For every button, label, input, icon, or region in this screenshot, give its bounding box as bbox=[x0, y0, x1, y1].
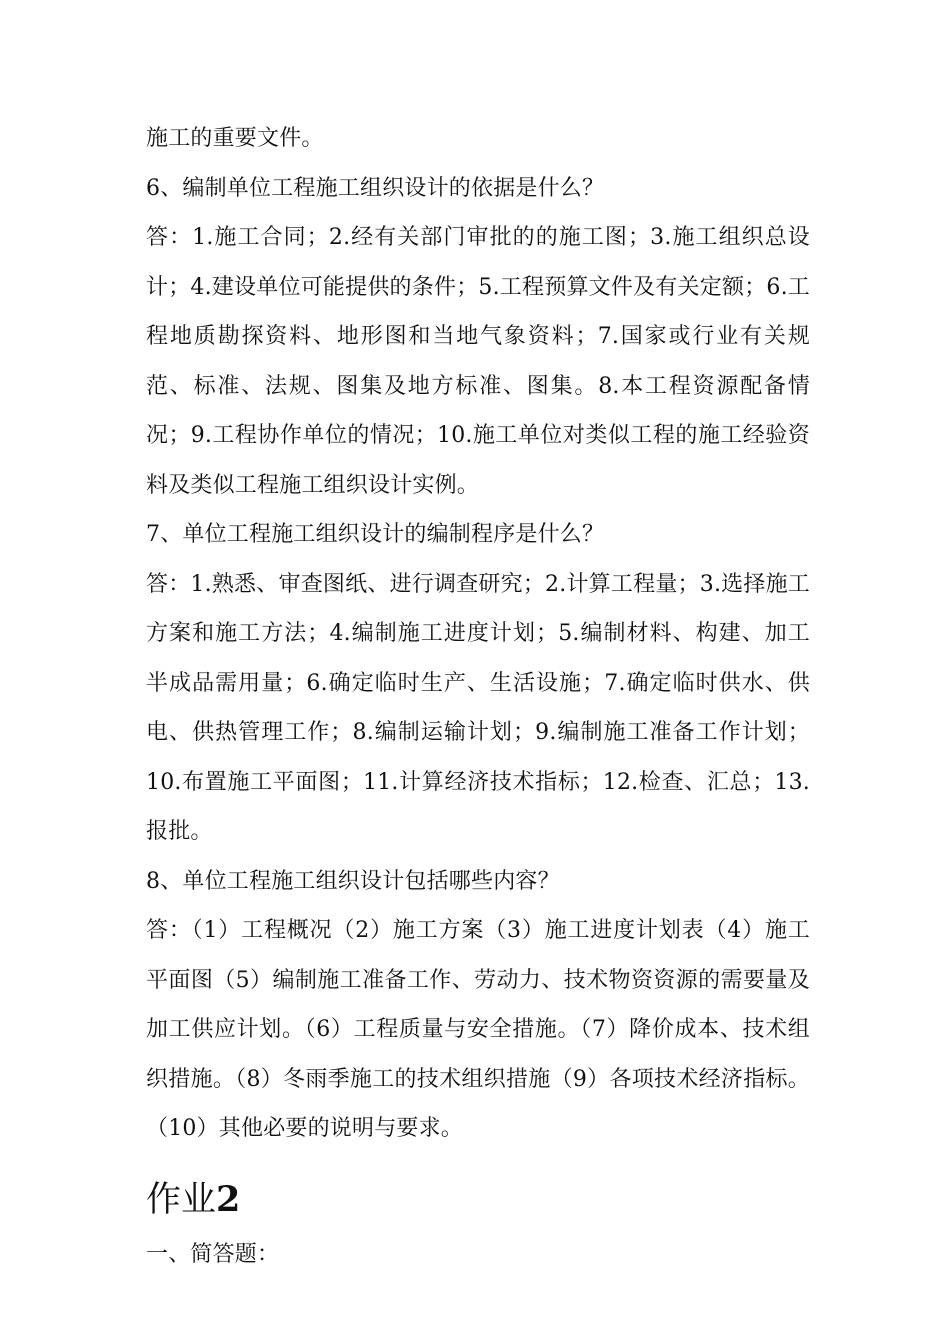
answer-8: 答：（1）工程概况（2）施工方案（3）施工进度计划表（4）施工平面图（5）编制施工准备工作、劳动力、技术物资资源的需要量及加工供应计划。（6）工程质量与安全措施。（7）降价成本、技术组织措施。（8）冬雨季施工的技术组织措施（9）各项技术经济指标。（10）其他必要的说明与要求。 bbox=[146, 918, 810, 1141]
section-heading bbox=[146, 1174, 810, 1226]
heading-number: 2 bbox=[216, 1178, 241, 1220]
subsection-title: 一、简答题： bbox=[146, 1241, 280, 1267]
document-page bbox=[146, 114, 810, 1279]
answer-6: 答：1.施工合同；2.经有关部门审批的的施工图；3.施工组织总设计；4.建设单位可能提供的条件；5.工程预算文件及有关定额；6.工程地质勘探资料、地形图和当地气象资料；7.国家或行业有关规范、标准、法规、图集及地方标准、图集。8.本工程资源配备情况；9.工程协作单位的情况；10.施工单位对类似工程的施工经验资料及类似工程施工组织设计实例。 bbox=[146, 225, 810, 498]
question-7: 7、单位工程施工组织设计的编制程序是什么？ bbox=[146, 522, 605, 547]
question-6: 6、编制单位工程施工组织设计的依据是什么？ bbox=[146, 175, 605, 201]
paragraph-continuation: 施工的重要文件。 bbox=[146, 126, 324, 151]
question-8: 8、单位工程施工组织设计包括哪些内容？ bbox=[146, 868, 560, 894]
heading-text: 作业 bbox=[146, 1179, 217, 1220]
answer-7: 答：1.熟悉、审查图纸、进行调查研究；2.计算工程量；3.选择施工方案和施工方法；4.编制施工进度计划；5.编制材料、构建、加工半成品需用量；6.确定临时生产、生活设施；7.确定临时供水、供电、供热管理工作；8.编制运输计划；9.编制施工准备工作计划；10.布置施工平面图；11.计算经济技术指标；12.检查、汇总；13.报批。 bbox=[146, 571, 810, 844]
